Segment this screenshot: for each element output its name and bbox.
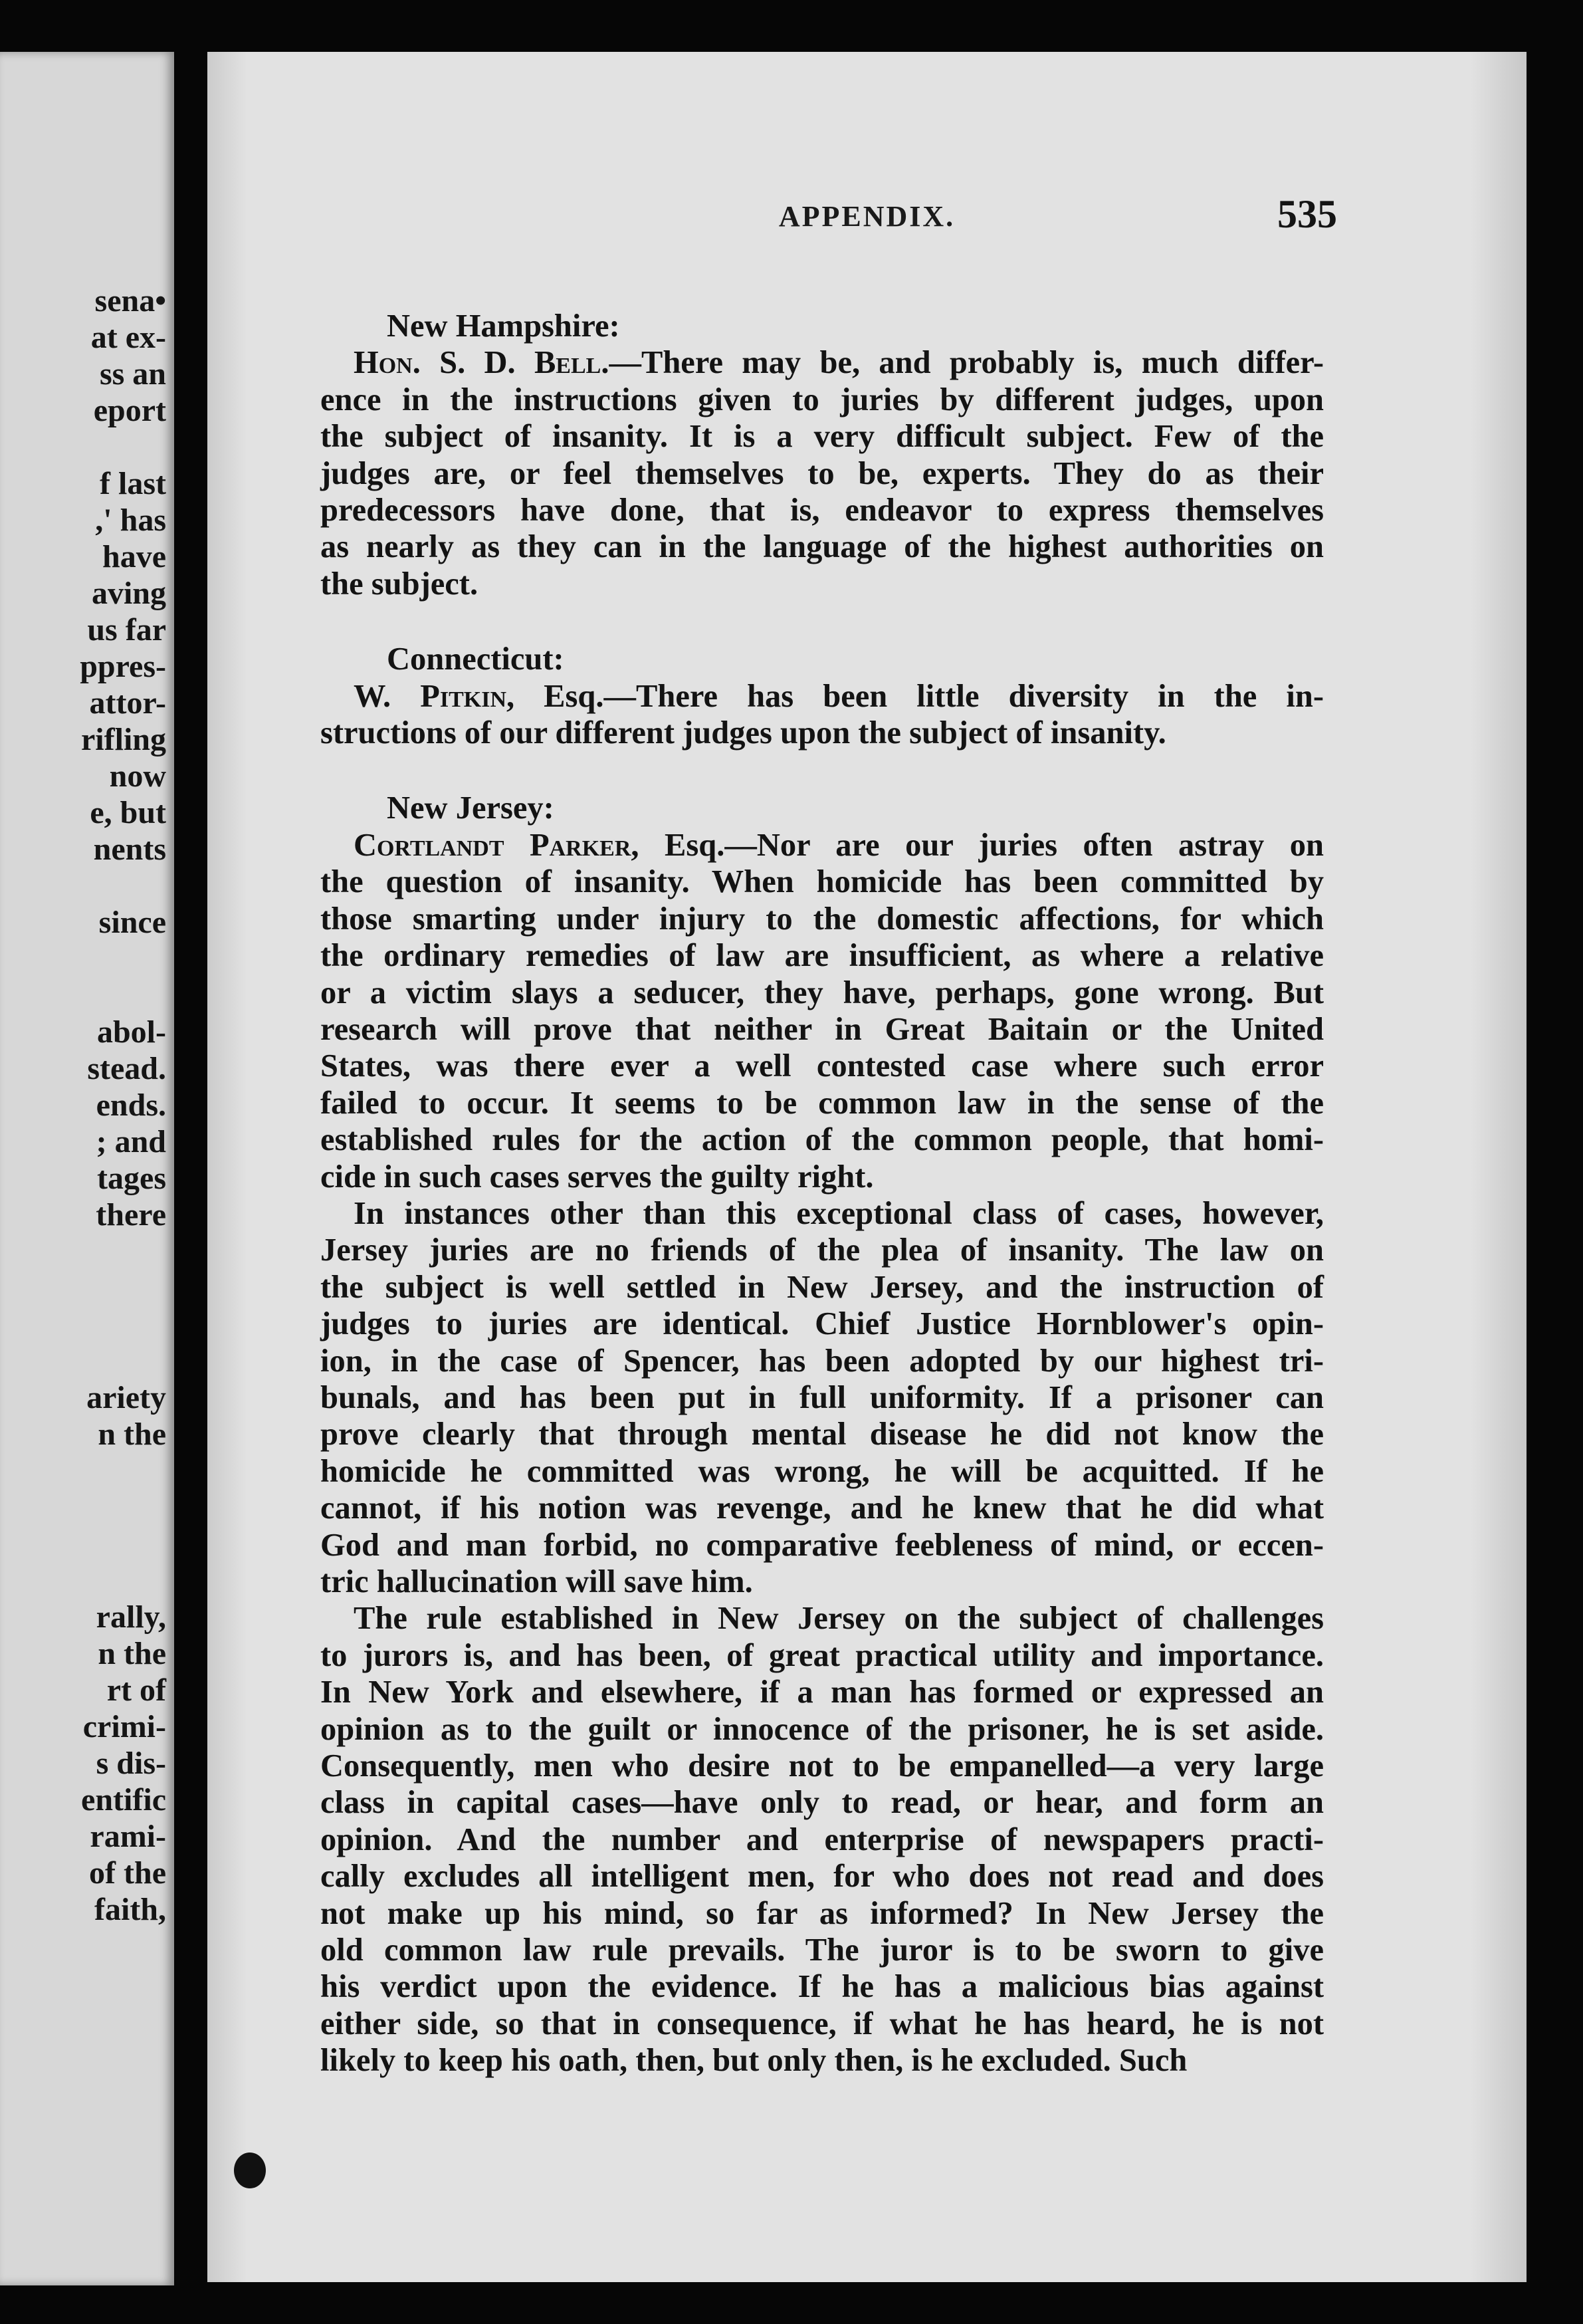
book-page [207,52,1527,2282]
text-line: likely to keep his oath, then, but only then, is he excluded. Such [320,2043,1188,2079]
text-line: the subject is well settled in New Jersey, and the instruction of [320,1269,1324,1305]
text-line: failed to occur. It seems to be common law in the sense of the [320,1085,1324,1121]
previous-page-text-fragment: n the [98,1636,166,1671]
text-line: as nearly as they can in the language of the highest authorities on [320,529,1324,565]
text-line: research will prove that neither in Great Baitain or the United [320,1011,1324,1047]
text-line: the subject. [320,566,478,602]
previous-page-text-fragment: rami- [90,1819,166,1854]
previous-page-text-fragment: crimi- [82,1709,166,1744]
page-number: 535 [1277,192,1337,236]
text-line: Jersey juries are no friends of the plea of insanity. The law on [320,1232,1324,1268]
text-line: The rule established in New Jersey on the subject of challenges [354,1601,1324,1637]
respondent-name: Hon. S. D. Bell. [354,345,609,381]
previous-page-edge [0,52,174,2285]
previous-page-text-fragment: faith, [94,1892,166,1927]
previous-page-text-fragment: ariety [86,1380,166,1415]
text-line: prove clearly that through mental disease he did not know the [320,1417,1324,1452]
ink-blot [234,2152,266,2188]
text-line: old common law rule prevails. The juror is to be sworn to give [320,1932,1324,1968]
previous-page-text-fragment: there [96,1197,166,1232]
previous-page-text-fragment: entific [81,1782,166,1817]
text-line: predecessors have done, that is, endeavor to express themselves [320,493,1324,528]
previous-page-text-fragment: n the [98,1417,166,1452]
previous-page-text-fragment: abol- [96,1014,166,1050]
previous-page-text-fragment: rt of [106,1673,166,1708]
state-heading: New Jersey: [387,790,554,826]
text-line: God and man forbid, no comparative feebleness of mind, or eccen- [320,1527,1324,1563]
respondent-name: W. Pitkin, [354,678,515,714]
previous-page-text-fragment: rifling [81,722,166,757]
text-line: those smarting under injury to the domestic affections, for which [320,901,1324,937]
running-head: APPENDIX. [778,200,956,233]
text-line [320,678,1324,715]
text-line: cannot, if his notion was revenge, and he knew that he did what [320,1490,1324,1526]
text-line: not make up his mind, so far as informed? In New Jersey the [320,1895,1324,1931]
text-line: the subject of insanity. It is a very difficult subject. Few of the [320,419,1324,455]
previous-page-text-fragment: f last [100,466,166,501]
text-line: States, was there ever a well contested case where such error [320,1048,1324,1084]
text-line: cide in such cases serves the guilty right. [320,1159,874,1195]
text-line: judges are, or feel themselves to be, experts. They do as their [320,455,1324,491]
state-heading: New Hampshire: [387,308,620,344]
previous-page-text-fragment: nents [93,832,166,867]
page-header [207,191,1527,245]
text-line: homicide he committed was wrong, he will be acquitted. If he [320,1453,1324,1489]
section-spacer [320,602,1324,641]
previous-page-text-fragment: since [98,905,166,940]
text-line: cally excludes all intelligent men, for who does not read and does [320,1859,1324,1895]
previous-page-text-fragment: s dis- [96,1746,166,1781]
text-line: the question of insanity. When homicide has been committed by [320,864,1324,900]
previous-page-text-fragment: tages [97,1161,166,1196]
respondent-name: Cortlandt Parker, [354,827,639,863]
state-heading: Connecticut: [387,641,564,677]
text-line: Consequently, men who desire not to be empanelled—a very large [320,1748,1324,1784]
previous-page-text-fragment: ; and [96,1124,166,1159]
text-line: tric hallucination will save him. [320,1564,753,1599]
text-line: judges to juries are identical. Chief Justice Hornblower's opin- [320,1306,1324,1342]
response-text: Esq.—There has been little diversity in the in- [514,678,1324,714]
previous-page-text-fragment: aving [91,576,166,611]
text-line: In New York and elsewhere, if a man has formed or expressed an [320,1675,1324,1710]
previous-page-text-fragment: eport [93,393,166,428]
text-line: In instances other than this exceptional class of cases, however, [354,1195,1324,1231]
page-body [320,308,1324,2079]
previous-page-text-fragment: ends. [96,1088,166,1123]
previous-page-text-fragment: e, but [90,795,166,830]
previous-page-text-fragment: have [102,539,166,574]
previous-page-text-fragment: sena• [94,283,166,318]
response-text: Esq.—Nor are our juries often astray on [639,827,1324,863]
text-line: opinion. And the number and enterprise of newspapers practi- [320,1821,1324,1857]
text-line [320,827,1324,864]
text-line: structions of our different judges upon the subject of insanity. [320,715,1166,751]
response-text: —There may be, and probably is, much differ- [609,345,1324,381]
text-line: bunals, and has been put in full uniformity. If a prisoner can [320,1379,1324,1415]
previous-page-text-fragment: us far [87,612,166,647]
text-line: ence in the instructions given to juries by different judges, upon [320,382,1324,417]
previous-page-text-fragment: at ex- [90,320,166,355]
previous-page-text-fragment: ppres- [80,649,166,684]
previous-page-text-fragment: ss an [99,356,166,392]
previous-page-text-fragment: ,' has [95,503,166,538]
previous-page-text-fragment: stead. [87,1051,166,1086]
text-line: established rules for the action of the common people, that homi- [320,1122,1324,1158]
text-line: or a victim slays a seducer, they have, perhaps, gone wrong. But [320,975,1324,1010]
previous-page-text-fragment: of the [89,1855,166,1891]
text-line: ion, in the case of Spencer, has been adopted by our highest tri- [320,1343,1324,1379]
text-line: his verdict upon the evidence. If he has a malicious bias against [320,1969,1324,2005]
text-line: class in capital cases—have only to read, or hear, and form an [320,1785,1324,1821]
section-spacer [320,751,1324,790]
previous-page-text-fragment: rally, [96,1599,166,1635]
text-line [320,344,1324,381]
previous-page-text-fragment: now [109,758,166,794]
text-line: to jurors is, and has been, of great practical utility and importance. [320,1637,1324,1673]
text-line: opinion as to the guilt or innocence of the prisoner, he is set aside. [320,1711,1324,1747]
text-line: the ordinary remedies of law are insufficient, as where a relative [320,938,1324,974]
previous-page-text-fragment: attor- [89,685,166,721]
text-line: either side, so that in consequence, if what he has heard, he is not [320,2006,1324,2041]
